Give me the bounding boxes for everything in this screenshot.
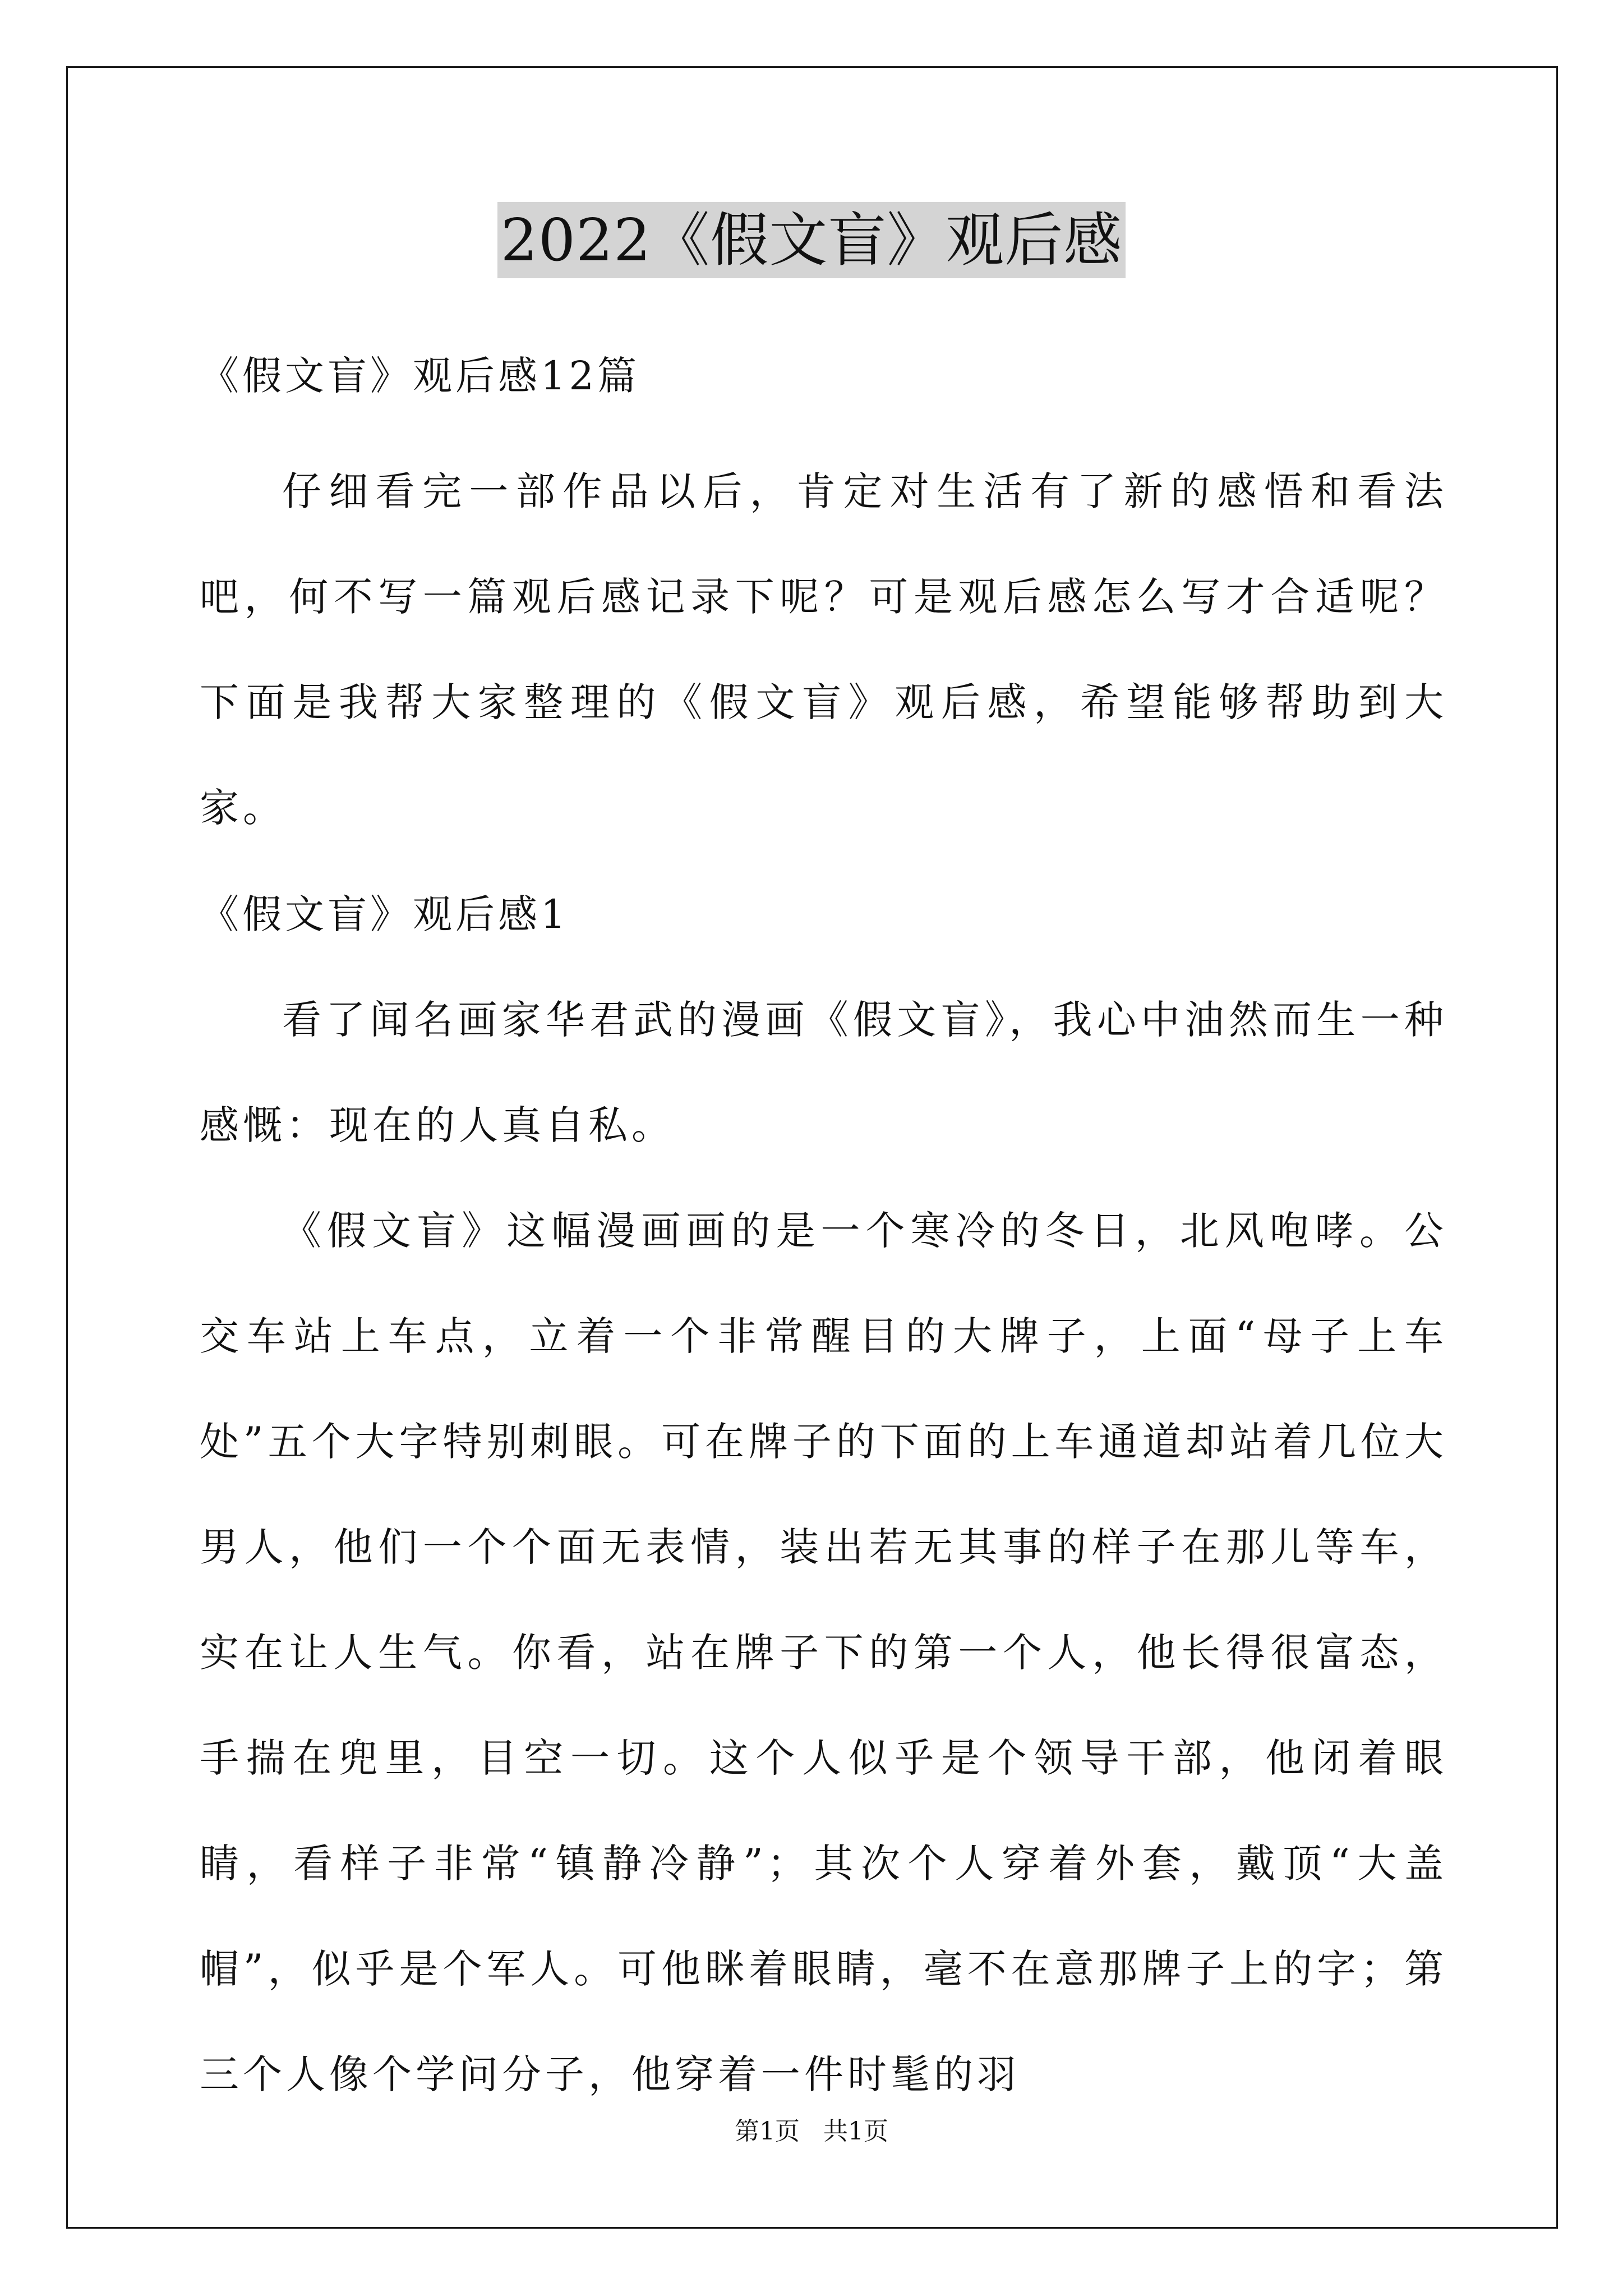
section-1-heading: 《假文盲》观后感1	[200, 891, 569, 937]
title-container	[0, 202, 1623, 278]
document-subtitle: 《假文盲》观后感12篇	[200, 353, 640, 399]
section-1-paragraph-1: 看了闻名画家华君武的漫画《假文盲》，我心中油然而生一种感慨：现在的人真自私。	[200, 997, 1447, 1148]
document-title: 2022《假文盲》观后感	[497, 202, 1126, 278]
section-1-paragraph-2: 《假文盲》这幅漫画画的是一个寒冷的冬日，北风咆哮。公交车站上车点，立着一个非常醒目的大牌子，上面“母子上车处”五个大字特别刺眼。可在牌子的下面的上车通道却站着几位大男人，他们一个个面无表情，装出若无其事的样子在那儿等车，实在让人生气。你看，站在牌子下的第一个人，他长得很富态，手揣在兜里，目空一切。这个人似乎是个领导干部，他闭着眼睛，看样子非常“镇静冷静”；其次个人穿着外套，戴顶“大盖帽”，似乎是个军人。可他眯着眼睛，毫不在意那牌子上的字；第三个人像个学问分子，他穿着一件时髦的羽	[200, 1208, 1447, 2097]
page-footer: 第1页 共1页	[735, 2117, 888, 2146]
intro-paragraph: 仔细看完一部作品以后，肯定对生活有了新的感悟和看法吧，何不写一篇观后感记录下呢？可是观后感怎么写才合适呢？下面是我帮大家整理的《假文盲》观后感，希望能够帮助到大家。	[200, 468, 1447, 831]
